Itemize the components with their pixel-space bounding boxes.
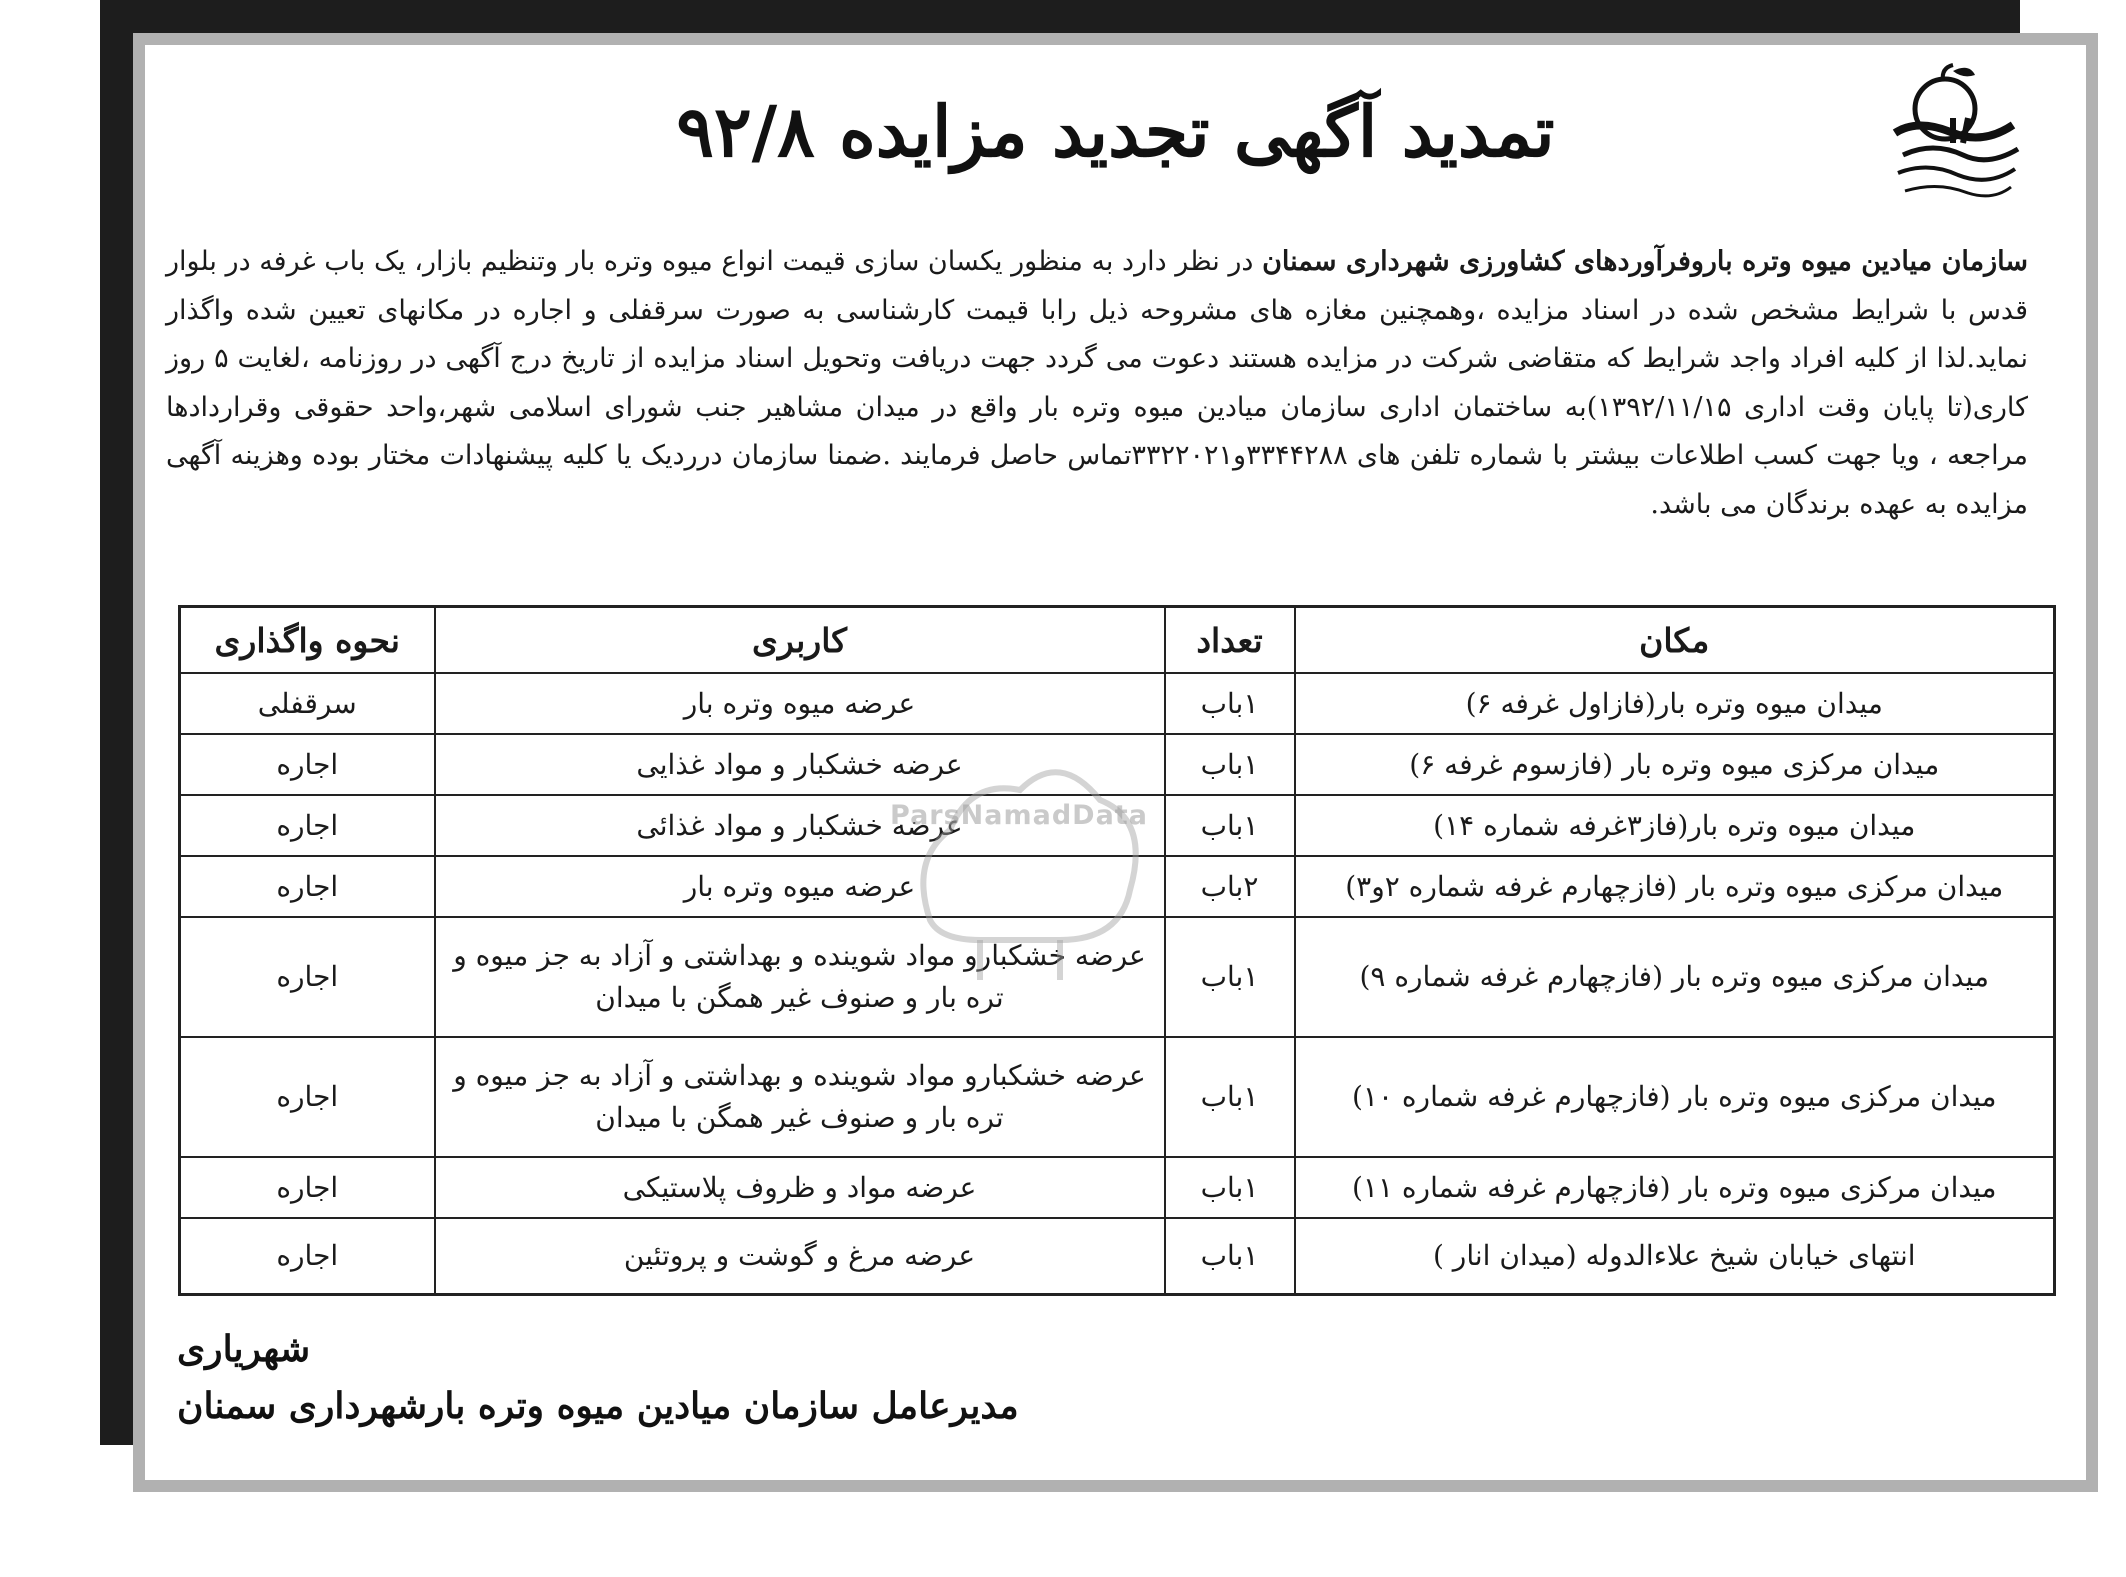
cell-usage: عرضه خشکبارو مواد شوینده و بهداشتی و آزاد به جز میوه و تره بار و صنوف غیر همگن با میدان — [435, 1037, 1165, 1157]
cell-count: ۱باب — [1165, 1037, 1295, 1157]
cell-usage: عرضه خشکبار و مواد غذائی — [435, 795, 1165, 856]
cell-count: ۱باب — [1165, 1157, 1295, 1218]
table-row — [180, 734, 2055, 795]
notice-sheet — [145, 45, 2086, 1480]
organization-name: سازمان میادین میوه وتره باروفرآوردهای کشاورزی شهرداری سمنان — [1262, 246, 2028, 277]
watermark-text: ParsNamadData — [890, 800, 1148, 831]
notice-title: تمدید آگهی تجدید مزایده ۹۲/۸ — [676, 90, 1555, 173]
cell-method: اجاره — [180, 1157, 435, 1218]
cell-usage: عرضه خشکبارو مواد شوینده و بهداشتی و آزاد به جز میوه و تره بار و صنوف غیر همگن با میدان — [435, 917, 1165, 1037]
cell-method: اجاره — [180, 795, 435, 856]
cell-usage: عرضه خشکبار و مواد غذایی — [435, 734, 1165, 795]
cell-method: اجاره — [180, 856, 435, 917]
table-row — [180, 1157, 2055, 1218]
table-row — [180, 917, 2055, 1037]
header-method: نحوه واگذاری — [180, 607, 435, 674]
cell-location: میدان مرکزی میوه وتره بار (فازچهارم غرفه شماره ۱۰) — [1295, 1037, 2055, 1157]
cell-count: ۱باب — [1165, 795, 1295, 856]
table-row — [180, 856, 2055, 917]
header-usage: کاربری — [435, 607, 1165, 674]
cell-usage: عرضه مرغ و گوشت و پروتئین — [435, 1218, 1165, 1295]
notice-body-text: در نظر دارد به منظور یکسان سازی قیمت انواع میوه وتره بار وتنظیم بازار، یک باب غرفه در بلوار قدس با شرایط مشخص شده در اسناد مزایده ،وهمچنین مغازه های مشروحه ذیل رابا قیمت کارشناسی به صورت سرقفلی و اجاره در مکانهای تعیین شده واگذار نماید.لذا از کلیه افراد واجد شرایط که متقاضی شرکت در مزایده هستند دعوت می گردد جهت دریافت وتحویل اسناد مزایده از تاریخ درج آگهی در روزنامه ،لغایت ۵ روز کاری(تا پایان وقت اداری ۱۳۹۲/۱۱/۱۵)به ساختمان اداری سازمان میادین میوه وتره بار واقع در میدان مشاهیر جنب شورای اسلامی شهر،واحد حقوقی وقراردادها مراجعه ، ویا جهت کسب اطلاعات بیشتر با شماره تلفن های ۳۳۴۴۲۸۸و۳۳۲۲۰۲۱تماس حاصل فرمایند .ضمنا سازمان درردیک یا کلیه پیشنهادات مختار بوده وهزینه آگهی مزایده به عهده برندگان می باشد. — [166, 246, 2029, 520]
cell-count: ۱باب — [1165, 673, 1295, 734]
cell-method: اجاره — [180, 1218, 435, 1295]
cell-location: میدان مرکزی میوه وتره بار (فازسوم غرفه ۶) — [1295, 734, 2055, 795]
cell-method: اجاره — [180, 1037, 435, 1157]
signature-title: مدیرعامل سازمان میادین میوه وتره بارشهرداری سمنان — [177, 1385, 1019, 1427]
cell-count: ۱باب — [1165, 917, 1295, 1037]
cell-method: اجاره — [180, 917, 435, 1037]
cell-usage: عرضه مواد و ظروف پلاستیکی — [435, 1157, 1165, 1218]
cell-count: ۲باب — [1165, 856, 1295, 917]
header-location: مکان — [1295, 607, 2055, 674]
cell-method: اجاره — [180, 734, 435, 795]
table-header-row — [180, 607, 2055, 674]
cell-count: ۱باب — [1165, 734, 1295, 795]
cell-location: انتهای خیابان شیخ علاءالدوله (میدان انار ) — [1295, 1218, 2055, 1295]
table-row — [180, 673, 2055, 734]
cell-usage: عرضه میوه وتره بار — [435, 856, 1165, 917]
cell-count: ۱باب — [1165, 1218, 1295, 1295]
header-count: تعداد — [1165, 607, 1295, 674]
cell-location: میدان میوه وتره بار(فازاول غرفه ۶) — [1295, 673, 2055, 734]
cell-method: سرقفلی — [180, 673, 435, 734]
table-row — [180, 1218, 2055, 1295]
cell-location: میدان مرکزی میوه وتره بار (فازچهارم غرفه شماره ۹) — [1295, 917, 2055, 1037]
table-row — [180, 1037, 2055, 1157]
notice-body — [166, 238, 2028, 529]
auction-items-table — [178, 605, 2056, 1296]
cell-usage: عرضه میوه وتره بار — [435, 673, 1165, 734]
signature-name: شهریاری — [177, 1328, 311, 1370]
cell-location: میدان مرکزی میوه وتره بار (فازچهارم غرفه شماره ۱۱) — [1295, 1157, 2055, 1218]
cell-location: میدان مرکزی میوه وتره بار (فازچهارم غرفه شماره ۲و۳) — [1295, 856, 2055, 917]
cell-location: میدان میوه وتره بار(فاز۳غرفه شماره ۱۴) — [1295, 795, 2055, 856]
